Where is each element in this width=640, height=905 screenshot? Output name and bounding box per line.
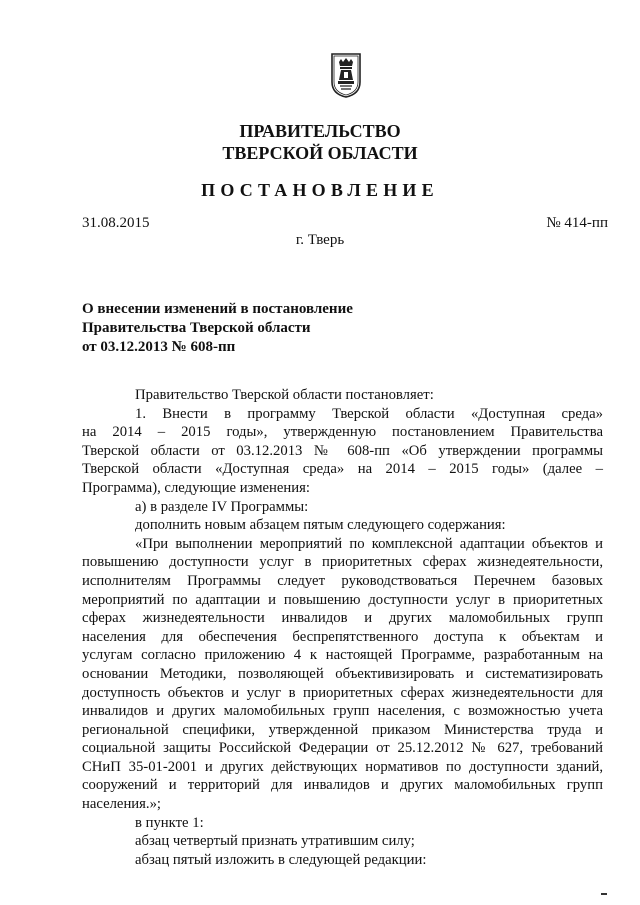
body-line: инвалидов и других маломобильных групп населения, с возможностью учета: [82, 703, 603, 720]
body-line: услугам согласно приложению 4 к настоящей Программе, разработанным на: [82, 647, 603, 664]
body-line: региональной специфики, утвержденной приказом Министерства труда и: [82, 721, 603, 738]
body-line: населения.»;: [82, 796, 162, 813]
body-line: Тверской области от 03.12.2013 № 608-пп «Об утверждении программы: [82, 442, 603, 459]
body-line: абзац четвертый признать утратившим силу;: [135, 833, 415, 850]
body-line: исполнителям Программы следует руководствоваться Перечнем базовых: [82, 572, 603, 589]
body-line: мероприятий по адаптации и повышению доступности услуг в приоритетных: [82, 591, 603, 608]
body-line: сферах жизнедеятельности инвалидов и других маломобильных групп: [82, 610, 603, 627]
body-line: сооружений и территорий для инвалидов и других маломобильных групп: [82, 777, 603, 794]
body-line: в пункте 1:: [135, 814, 204, 831]
body-line: Тверской области «Доступная среда» на 2014 – 2015 годы» (далее –: [82, 461, 603, 478]
body-line: основании Методики, позволяющей объективизировать и систематизировать: [82, 665, 603, 682]
body-line: Правительство Тверской области постановляет:: [135, 387, 434, 403]
body-line: доступность объектов и услуг в приоритетных сферах жизнедеятельности для: [82, 684, 603, 701]
body-line: дополнить новым абзацем пятым следующего содержания:: [135, 517, 506, 534]
body-line: СНиП 35-01-2001 и других действующих нормативов по доступности зданий,: [82, 758, 603, 775]
body-line: на 2014 – 2015 годы», утвержденную постановлением Правительства: [82, 424, 603, 441]
org-title-line1: ПРАВИТЕЛЬСТВО: [239, 121, 401, 141]
document-date: 31.08.2015: [82, 215, 150, 231]
subject-line: от 03.12.2013 № 608-пп: [82, 339, 236, 355]
doc-type-heading: ПОСТАНОВЛЕНИЕ: [201, 180, 439, 200]
body-line: а) в разделе IV Программы:: [135, 498, 309, 515]
document-city: г. Тверь: [295, 232, 345, 248]
tver-coat-of-arms-icon: [330, 52, 362, 98]
document-number: № 414-пп: [546, 215, 608, 231]
body-line: населения для обеспечения беспрепятственного доступа к объектам и: [82, 628, 603, 645]
org-title-line2: ТВЕРСКОЙ ОБЛАСТИ: [222, 143, 418, 163]
scan-mark: [601, 893, 607, 895]
body-line: «При выполнении мероприятий по комплексной адаптации объектов и: [135, 535, 603, 552]
body-line: абзац пятый изложить в следующей редакции:: [135, 851, 427, 868]
document-body: [82, 386, 603, 869]
subject-line: О внесении изменений в постановление: [82, 301, 353, 317]
subject-line: Правительства Тверской области: [82, 320, 311, 336]
document-subject: [82, 300, 353, 357]
body-line: Программа), следующие изменения:: [82, 479, 310, 496]
body-line: 1. Внести в программу Тверской области «Доступная среда»: [135, 405, 603, 422]
body-line: повышению доступности услуг в приоритетных сферах жизнедеятельности,: [82, 554, 603, 571]
body-line: социальной защиты Российской Федерации от 25.12.2012 № 627, требований: [82, 740, 603, 757]
